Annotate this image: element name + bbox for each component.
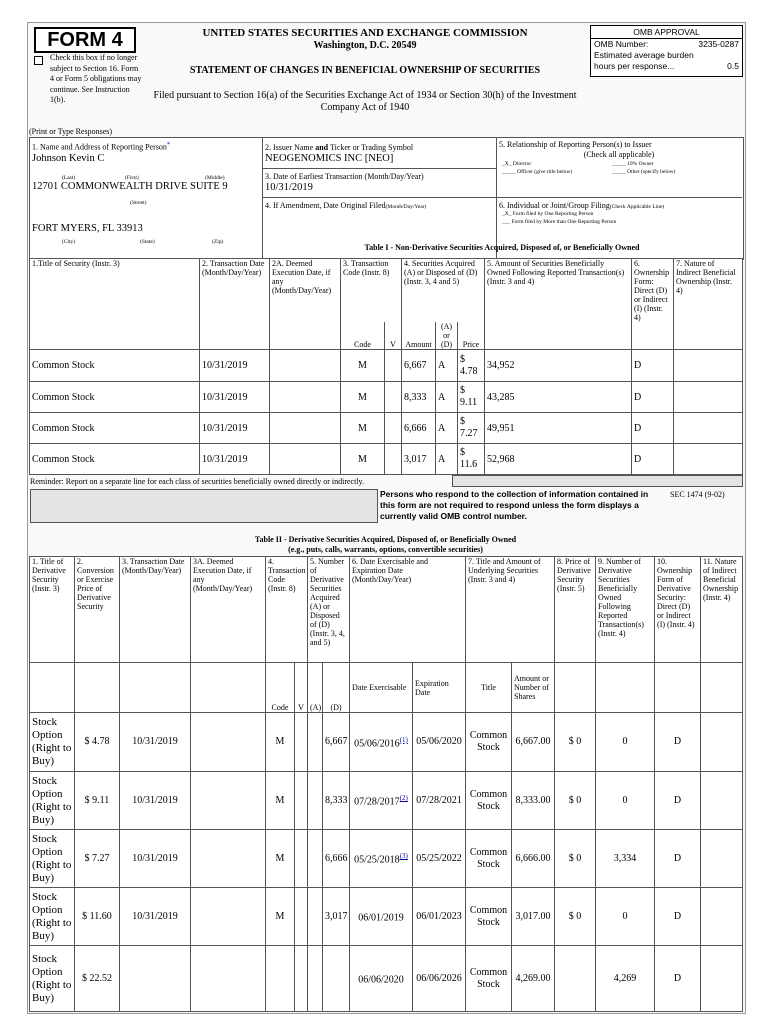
city-label: (City)	[62, 239, 76, 245]
reporting-person-name: Johnson Kevin C	[32, 153, 105, 164]
underlying-title: Common Stock	[466, 888, 512, 946]
transaction-date: 10/31/2019	[120, 772, 191, 830]
t1-h-sub-price: Price	[458, 322, 485, 350]
t1-h-owned: 5. Amount of Securities Beneficially Owned Following Reported Transaction(s) (Instr. 3 and 4)	[485, 259, 632, 323]
first-label: (First)	[125, 175, 139, 181]
transaction-date: 10/31/2019	[120, 713, 191, 772]
derivative-price: $ 0	[555, 830, 596, 888]
t1-h-sub-amount: Amount	[402, 322, 436, 350]
t2-h-price: 8. Price of Derivative Security (Instr. 5)	[555, 557, 596, 663]
owned-following: 0	[596, 713, 655, 772]
other-line: _____ Other (specify below)	[612, 169, 676, 175]
filed-pursuant: Filed pursuant to Section 16(a) of the Securities Exchange Act of 1934 or Section 30(h) of the Investment Company Act of 1940	[153, 90, 577, 113]
ownership-form: D	[655, 713, 701, 772]
t2-sub-exp: Expiration Date	[413, 663, 466, 713]
owned-following: 3,334	[596, 830, 655, 888]
reminder-text: Reminder: Report on a separate line for each class of securities beneficially owned directly or indirectly.	[30, 477, 365, 486]
ten-percent-line: _____ 10% Owner	[612, 161, 654, 167]
expiration-date: 06/01/2023	[413, 888, 466, 946]
owned-following: 4,269	[596, 946, 655, 1012]
t2-h-code: 4. Transaction Code (Instr. 8)	[266, 557, 308, 663]
agency-location: Washington, D.C. 20549	[313, 40, 417, 51]
table2-subtitle: (e.g., puts, calls, warrants, options, convertible securities)	[288, 545, 483, 554]
table2	[29, 556, 743, 713]
date-exercisable-value: 06/06/2020	[358, 974, 404, 986]
table-row	[29, 887, 743, 946]
transaction-code: M	[266, 713, 295, 772]
t2-h-conversion: 2. Conversion or Exercise Price of Derivative Security	[75, 557, 120, 663]
underlying-amount: 4,269.00	[512, 946, 555, 1012]
t1-h-sub-code: Code	[341, 322, 385, 350]
date-exercisable	[350, 888, 413, 946]
underlying-title: Common Stock	[466, 946, 512, 1012]
transaction-date: 10/31/2019	[120, 830, 191, 888]
ownership-form: D	[655, 946, 701, 1012]
issuer-name: NEOGENOMICS INC [NEO]	[265, 153, 394, 164]
table1-title: Table I - Non-Derivative Securities Acquired, Disposed of, or Beneficially Owned	[364, 243, 640, 252]
table-row	[29, 829, 743, 888]
expiration-date: 06/06/2026	[413, 946, 466, 1012]
street-address: 12701 COMMONWEALTH DRIVE SUITE 9	[32, 181, 228, 192]
underlying-amount: 6,667.00	[512, 713, 555, 772]
t1-h-sub-ad: (A) or (D)	[436, 322, 458, 350]
derivative-title: Stock Option (Right to Buy)	[30, 830, 75, 888]
derivative-title: Stock Option (Right to Buy)	[30, 946, 75, 1012]
underlying-title: Common Stock	[466, 772, 512, 830]
omb-hours-label: hours per response...	[594, 61, 675, 71]
derivative-price: $ 0	[555, 888, 596, 946]
officer-line: _____ Officer (give title below)	[502, 169, 573, 175]
form-title: FORM 4	[34, 27, 136, 53]
conversion-price: $ 7.27	[75, 830, 120, 888]
footnote-link[interactable]: (1)	[399, 735, 408, 744]
expiration-date: 05/06/2020	[413, 713, 466, 772]
notice-left-bar	[30, 489, 378, 523]
box5-sub: (Check all applicable)	[583, 150, 655, 159]
t2-sub-date-ex: Date Exercisable	[350, 663, 413, 713]
footnote-link[interactable]: (2)	[399, 794, 408, 803]
disposed-amount: 8,333	[323, 772, 350, 830]
table-row: Common Stock 10/31/2019 M 8,333 A $ 9.11 43,285 D	[30, 382, 743, 413]
date-exercisable-value: 07/28/2017	[354, 796, 400, 808]
earliest-transaction-date: 10/31/2019	[265, 182, 313, 193]
omb-burden-label: Estimated average burden	[594, 50, 694, 60]
date-exercisable	[350, 713, 413, 772]
t1-h-nature: 7. Nature of Indirect Beneficial Ownership (Instr. 4)	[674, 259, 743, 323]
omb-number: 3235-0287	[698, 39, 739, 49]
table-row	[29, 771, 743, 830]
box4-label: 4. If Amendment, Date Original Filed(Month/Day/Year)	[265, 201, 427, 210]
statement-title: STATEMENT OF CHANGES IN BENEFICIAL OWNERSHIP OF SECURITIES	[189, 65, 541, 76]
t2-sub-code: Code	[266, 663, 295, 713]
derivative-price	[555, 946, 596, 1012]
ownership-form: D	[655, 888, 701, 946]
date-exercisable	[350, 830, 413, 888]
underlying-amount: 6,666.00	[512, 830, 555, 888]
reminder-bar	[452, 475, 743, 487]
t2-h-underlying: 7. Title and Amount of Underlying Securities (Instr. 3 and 4)	[466, 557, 555, 663]
city-state-zip: FORT MYERS, FL 33913	[32, 223, 143, 234]
conversion-price: $ 4.78	[75, 713, 120, 772]
t1-h-deemed: 2A. Deemed Execution Date, if any (Month/Day/Year)	[270, 259, 341, 323]
t1-h-code: 3. Transaction Code (Instr. 8)	[341, 259, 402, 323]
date-exercisable-value: 05/06/2016	[354, 738, 400, 750]
box5-label: 5. Relationship of Reporting Person(s) to Issuer	[499, 140, 652, 149]
disposed-amount: 6,666	[323, 830, 350, 888]
t1-h-sub-v: V	[385, 322, 402, 350]
underlying-amount: 3,017.00	[512, 888, 555, 946]
transaction-date: 10/31/2019	[120, 888, 191, 946]
ownership-form: D	[655, 772, 701, 830]
box3-label: 3. Date of Earliest Transaction (Month/Day/Year)	[265, 172, 424, 181]
expiration-date: 07/28/2021	[413, 772, 466, 830]
t2-h-title: 1. Title of Derivative Security (Instr. 3)	[30, 557, 75, 663]
street-label: (Street)	[130, 200, 147, 206]
conversion-price: $ 22.52	[75, 946, 120, 1012]
conversion-price: $ 9.11	[75, 772, 120, 830]
derivative-price: $ 0	[555, 772, 596, 830]
t2-h-nature: 11. Nature of Indirect Beneficial Ownership (Instr. 4)	[701, 557, 743, 663]
omb-title: OMB APPROVAL	[591, 26, 742, 39]
t2-h-deemed: 3A. Deemed Execution Date, if any (Month/Day/Year)	[191, 557, 266, 663]
state-label: (State)	[140, 239, 155, 245]
print-type: (Print or Type Responses)	[29, 127, 113, 136]
derivative-price: $ 0	[555, 713, 596, 772]
box1-label: 1. Name and Address of Reporting Person*	[32, 141, 171, 152]
persons-notice: Persons who respond to the collection of information contained in this form are not required to respond unless the form displays a currently valid OMB control number.	[380, 489, 649, 521]
table-row: Common Stock 10/31/2019 M 6,667 A $ 4.78 34,952 D	[30, 350, 743, 382]
table-row	[29, 712, 743, 772]
t2-sub-d: (D)	[323, 663, 350, 713]
t2-h-owned: 9. Number of Derivative Securities Beneficially Owned Following Reported Transaction(s) (Instr. 4)	[596, 557, 655, 663]
t2-h-number: 5. Number of Derivative Securities Acquired (A) or Disposed of (D) (Instr. 3, 4, and 5)	[308, 557, 350, 663]
sec-code: SEC 1474 (9-02)	[670, 490, 725, 499]
transaction-code: M	[266, 888, 295, 946]
zip-label: (Zip)	[212, 239, 224, 245]
derivative-title: Stock Option (Right to Buy)	[30, 772, 75, 830]
more-person-line: ___ Form filed by More than One Reporting Person	[502, 219, 617, 225]
owned-following: 0	[596, 772, 655, 830]
t2-sub-amount: Amount or Number of Shares	[512, 663, 555, 713]
table-row	[29, 945, 743, 1012]
box6-label: 6. Individual or Joint/Group Filing(Check Applicable Line)	[499, 201, 665, 210]
underlying-amount: 8,333.00	[512, 772, 555, 830]
transaction-date	[120, 946, 191, 1012]
table1	[29, 258, 743, 475]
footnote-link[interactable]: (3)	[399, 852, 408, 861]
t2-sub-a: (A)	[308, 663, 323, 713]
date-exercisable	[350, 946, 413, 1012]
t2-h-exercisable: 6. Date Exercisable and Expiration Date (Month/Day/Year)	[350, 557, 466, 663]
t2-h-form: 10. Ownership Form of Derivative Security: Direct (D) or Indirect (I) (Instr. 4)	[655, 557, 701, 663]
no-longer-subject-checkbox[interactable]	[34, 56, 43, 65]
one-person-line: _X_ Form filed by One Reporting Person	[502, 211, 594, 217]
table2-title: Table II - Derivative Securities Acquired, Disposed of, or Beneficially Owned	[254, 535, 517, 544]
omb-number-label: OMB Number:	[594, 39, 649, 49]
transaction-code: M	[266, 830, 295, 888]
date-exercisable	[350, 772, 413, 830]
t1-h-securities: 4. Securities Acquired (A) or Disposed of (D) (Instr. 3, 4 and 5)	[402, 259, 485, 323]
owned-following: 0	[596, 888, 655, 946]
conversion-price: $ 11.60	[75, 888, 120, 946]
t2-sub-title: Title	[466, 663, 512, 713]
expiration-date: 05/25/2022	[413, 830, 466, 888]
underlying-title: Common Stock	[466, 830, 512, 888]
underlying-title: Common Stock	[466, 713, 512, 772]
table-row: Common Stock 10/31/2019 M 6,666 A $ 7.27 49,951 D	[30, 413, 743, 444]
date-exercisable-value: 06/01/2019	[358, 912, 404, 924]
derivative-title: Stock Option (Right to Buy)	[30, 713, 75, 772]
box2-label: 2. Issuer Name and Ticker or Trading Symbol	[265, 143, 414, 152]
omb-hours: 0.5	[727, 61, 739, 71]
middle-label: (Middle)	[205, 175, 225, 181]
last-label: (Last)	[62, 175, 76, 181]
agency-title: UNITED STATES SECURITIES AND EXCHANGE COMMISSION	[202, 27, 528, 39]
t1-h-form: 6. Ownership Form: Direct (D) or Indirect (I) (Instr. 4)	[632, 259, 674, 323]
date-exercisable-value: 05/25/2018	[354, 854, 400, 866]
disposed-amount: 6,667	[323, 713, 350, 772]
disposed-amount: 3,017	[323, 888, 350, 946]
t2-h-date: 3. Transaction Date (Month/Day/Year)	[120, 557, 191, 663]
t1-h-title: 1.Title of Security (Instr. 3)	[30, 259, 200, 323]
derivative-title: Stock Option (Right to Buy)	[30, 888, 75, 946]
transaction-code: M	[266, 772, 295, 830]
ownership-form: D	[655, 830, 701, 888]
table-row: Common Stock 10/31/2019 M 3,017 A $ 11.6 52,968 D	[30, 444, 743, 475]
transaction-code	[266, 946, 295, 1012]
t1-h-date: 2. Transaction Date (Month/Day/Year)	[200, 259, 270, 323]
disposed-amount	[323, 946, 350, 1012]
omb-box	[590, 25, 743, 77]
checkbox-text: Check this box if no longer subject to Section 16. Form 4 or Form 5 obligations may continue. See Instruction 1(b).	[50, 53, 142, 104]
director-line: _X_ Director	[502, 161, 532, 167]
t2-sub-v: V	[295, 663, 308, 713]
